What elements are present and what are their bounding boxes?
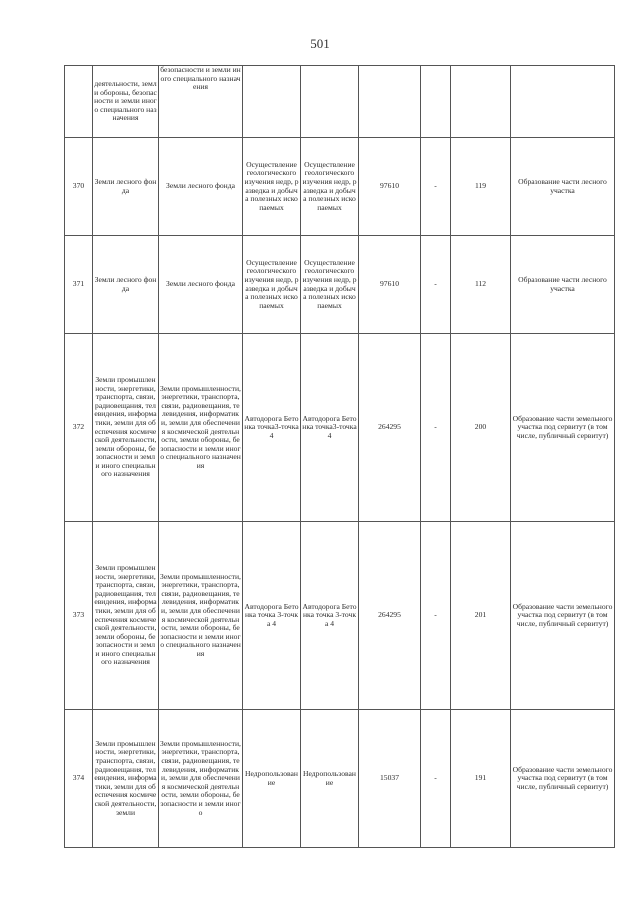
end-point: Осуществление геологического изучения недр, разведка и добыча полезных ископаемых (301, 236, 359, 334)
land-category: Земли лесного фонда (93, 236, 159, 334)
row-number: 370 (65, 138, 93, 236)
area: 97610 (359, 138, 421, 236)
purpose: Образование части земельного участка под сервитут (в том числе, публичный сервитут) (511, 334, 615, 522)
part-number: 119 (451, 138, 511, 236)
land-category: Земли лесного фонда (93, 138, 159, 236)
start-point: Недропользование (243, 710, 301, 848)
dash: - (421, 334, 451, 522)
land-category: Земли промышленности, энергетики, транспорта, связи, радиовещания, телевидения, информатики, земли для обеспечения космической деятельности, земли обороны, безопасности и земли иного специального назначения (93, 334, 159, 522)
purpose: Образование части лесного участка (511, 138, 615, 236)
area (359, 66, 421, 138)
permitted-use: Земли промышленности, энергетики, транспорта, связи, радиовещания, телевидения, информатики, земли для обеспечения космической деятельности, земли обороны, безопасности и земли иного специального назначения (159, 334, 243, 522)
land-category: деятельности, земли обороны, безопасности и земли иного специального назначения (93, 66, 159, 138)
table-row (65, 710, 615, 848)
purpose (511, 66, 615, 138)
purpose: Образование части земельного участка под сервитут (в том числе, публичный сервитут) (511, 710, 615, 848)
part-number (451, 66, 511, 138)
start-point: Осуществление геологического изучения недр, разведка и добыча полезных ископаемых (243, 236, 301, 334)
permitted-use: безопасности и земли иного специального назначения (159, 66, 243, 138)
part-number: 201 (451, 522, 511, 710)
purpose: Образование части лесного участка (511, 236, 615, 334)
permitted-use: Земли лесного фонда (159, 236, 243, 334)
table-row (65, 522, 615, 710)
permitted-use: Земли промышленности, энергетики, транспорта, связи, радиовещания, телевидения, информатики, земли для обеспечения космической деятельности, земли обороны, безопасности и земли иного специального назначения (159, 522, 243, 710)
part-number: 200 (451, 334, 511, 522)
dash: - (421, 522, 451, 710)
row-number: 374 (65, 710, 93, 848)
table-row (65, 66, 615, 138)
area: 97610 (359, 236, 421, 334)
land-category: Земли промышленности, энергетики, транспорта, связи, радиовещания, телевидения, информатики, земли для обеспечения космической деятельности, земли (93, 710, 159, 848)
part-number: 112 (451, 236, 511, 334)
dash: - (421, 710, 451, 848)
table-row (65, 138, 615, 236)
dash: - (421, 236, 451, 334)
row-number: 372 (65, 334, 93, 522)
start-point (243, 66, 301, 138)
dash (421, 66, 451, 138)
start-point: Автодорога Бетонка точка 3-точка 4 (243, 522, 301, 710)
start-point: Автодорога Бетонка точка3-точка4 (243, 334, 301, 522)
row-number: 373 (65, 522, 93, 710)
end-point: Осуществление геологического изучения недр, разведка и добыча полезных ископаемых (301, 138, 359, 236)
end-point: Недропользование (301, 710, 359, 848)
area: 15037 (359, 710, 421, 848)
row-number (65, 66, 93, 138)
page-number: 501 (310, 36, 330, 51)
land-category: Земли промышленности, энергетики, транспорта, связи, радиовещания, телевидения, информатики, земли для обеспечения космической деятельности, земли обороны, безопасности и земли иного специального назначения (93, 522, 159, 710)
purpose: Образование части земельного участка под сервитут (в том числе, публичный сервитут) (511, 522, 615, 710)
end-point: Автодорога Бетонка точка3-точка4 (301, 334, 359, 522)
part-number: 191 (451, 710, 511, 848)
end-point: Автодорога Бетонка точка 3-точка 4 (301, 522, 359, 710)
table-row (65, 334, 615, 522)
area: 264295 (359, 522, 421, 710)
permitted-use: Земли промышленности, энергетики, транспорта, связи, радиовещания, телевидения, информатики, земли для обеспечения космической деятельности, земли обороны, безопасности и земли иного (159, 710, 243, 848)
dash: - (421, 138, 451, 236)
table-row (65, 236, 615, 334)
area: 264295 (359, 334, 421, 522)
registry-table (64, 65, 615, 848)
end-point (301, 66, 359, 138)
row-number: 371 (65, 236, 93, 334)
start-point: Осуществление геологического изучения недр, разведка и добыча полезных ископаемых (243, 138, 301, 236)
permitted-use: Земли лесного фонда (159, 138, 243, 236)
